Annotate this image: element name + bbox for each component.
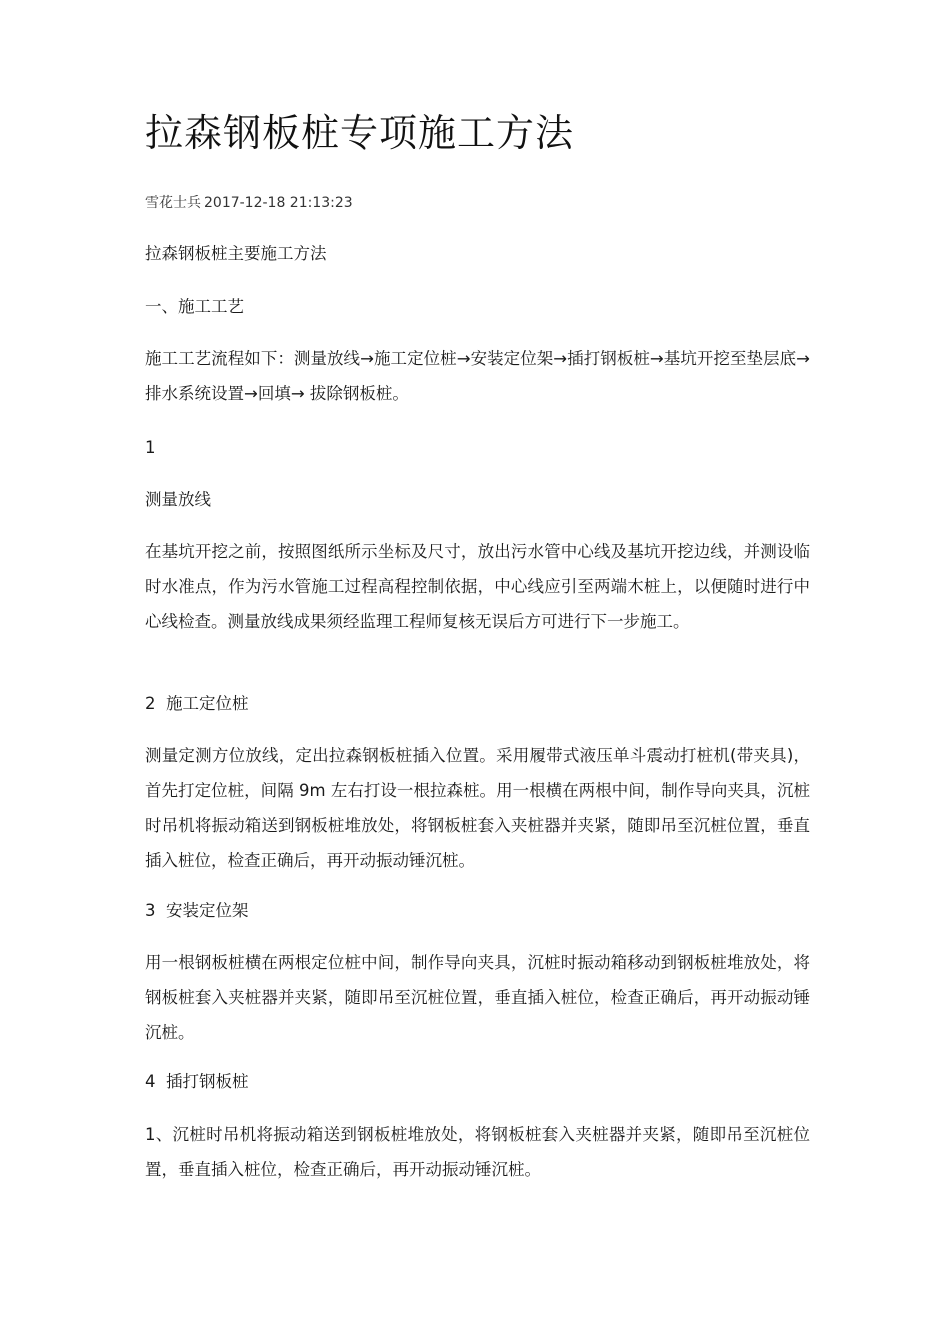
survey-paragraph: 在基坑开挖之前，按照图纸所示坐标及尺寸，放出污水管中心线及基坑开挖边线，并测设临时水准点，作为污水管施工过程高程控制依据，中心线应引至两端木桩上，以便随时进行中心线检查。测量放线成果须经监理工程师复核无误后方可进行下一步施工。	[145, 542, 810, 631]
driving-piles-paragraph: 1、沉桩时吊机将振动箱送到钢板桩堆放处，将钢板桩套入夹桩器并夹紧，随即吊至沉桩位置，垂直插入桩位，检查正确后，再开动振动锤沉桩。	[145, 1125, 810, 1179]
step-heading-positioning-frame: 3 安装定位架	[145, 901, 249, 920]
article-title: 拉森钢板桩专项施工方法	[145, 111, 575, 155]
step-number-1: 1	[145, 438, 156, 457]
publish-datetime: 2017-12-18 21:13:23	[204, 195, 353, 211]
author-name: 雪花士兵	[145, 195, 201, 211]
step-heading-driving-piles: 4 插打钢板桩	[145, 1072, 249, 1091]
positioning-pile-paragraph: 测量定测方位放线，定出拉森钢板桩插入位置。采用履带式液压单斗震动打桩机(带夹具)，首先打定位桩，间隔 9m 左右打设一根拉森桩。用一根横在两根中间，制作导向夹具，沉桩时吊机将振动箱送到钢板桩堆放处，将钢板桩套入夹桩器并夹紧，随即吊至沉桩位置，垂直插入桩位，检查正确后，再开动振动锤沉桩。	[145, 746, 810, 870]
section-heading-process: 一、施工工艺	[145, 297, 244, 316]
process-flow-paragraph: 施工工艺流程如下：测量放线→施工定位桩→安装定位架→插打钢板桩→基坑开挖至垫层底→排水系统设置→回填→ 拔除钢板桩。	[145, 349, 810, 403]
step-heading-survey: 测量放线	[145, 490, 211, 509]
step-heading-positioning-pile: 2 施工定位桩	[145, 694, 249, 713]
article-meta	[145, 193, 353, 213]
intro-line: 拉森钢板桩主要施工方法	[145, 244, 327, 263]
positioning-frame-paragraph: 用一根钢板桩横在两根定位桩中间，制作导向夹具，沉桩时振动箱移动到钢板桩堆放处，将钢板桩套入夹桩器并夹紧，随即吊至沉桩位置，垂直插入桩位，检查正确后，再开动振动锤沉桩。	[145, 953, 810, 1042]
